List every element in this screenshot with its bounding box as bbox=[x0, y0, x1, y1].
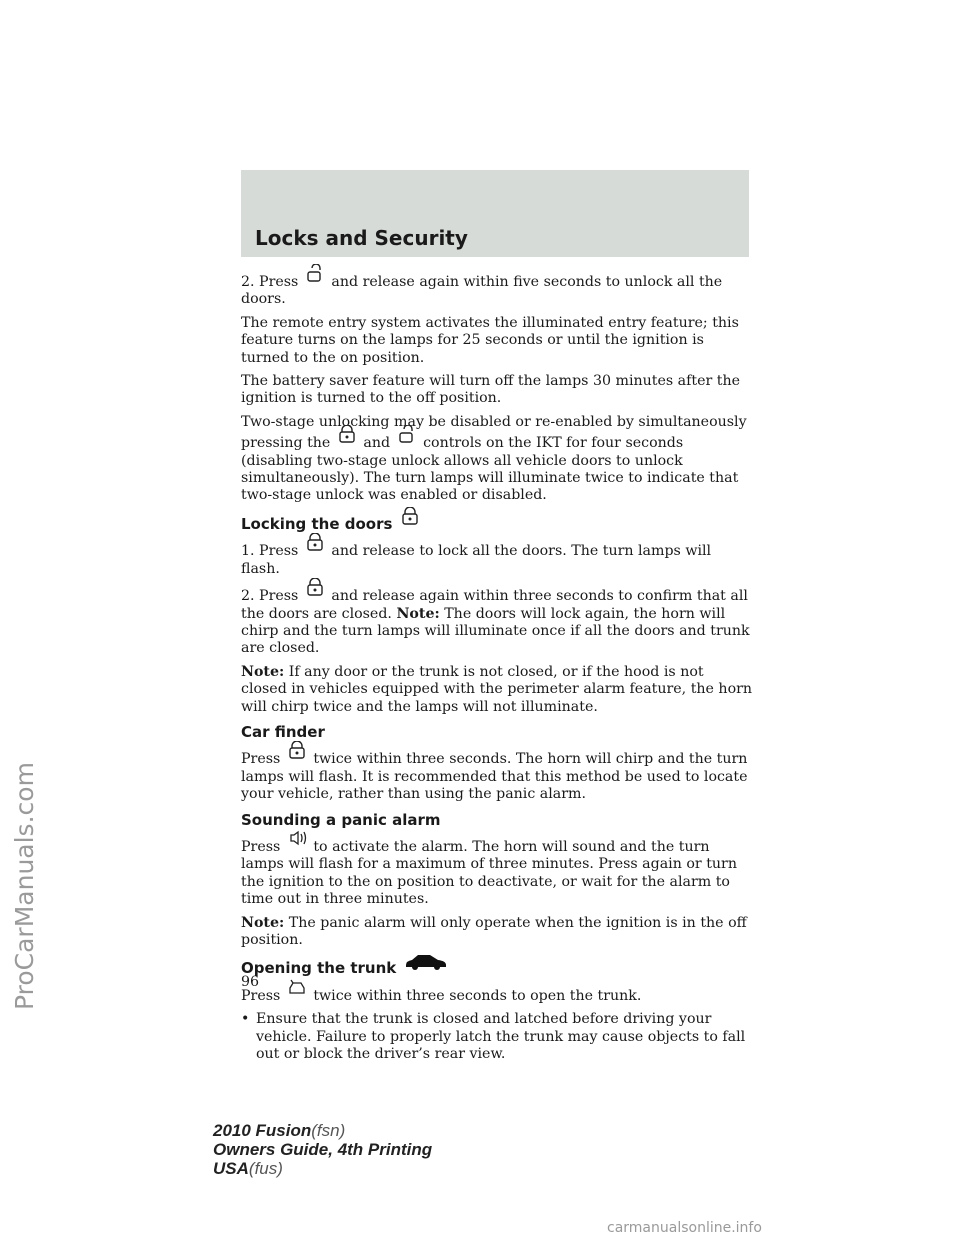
note-label: Note: bbox=[396, 605, 440, 622]
footer-region-code: (fus) bbox=[248, 1159, 283, 1178]
note-label: Note: bbox=[241, 914, 285, 931]
text: The doors will lock again, the horn will chirp and the turn lamps will illuminate once if all the doors and trunk are closed. bbox=[241, 605, 750, 657]
watermark: ProCarManuals.com bbox=[10, 762, 39, 1010]
text: controls on the IKT for four seconds (disabling two-stage unlock allows all vehicle doors to unlock simultaneously). The turn lamps will illuminate twice to indicate that two-stage unlock was enabled or disabled. bbox=[241, 435, 739, 504]
paragraph-car-finder bbox=[241, 747, 753, 803]
text: Press bbox=[241, 987, 281, 1004]
site-watermark: carmanualsonline.info bbox=[607, 1220, 762, 1236]
paragraph-lock-step1 bbox=[241, 539, 753, 578]
paragraph-battery-saver: The battery saver feature will turn off the lamps 30 minutes after the ignition is turned to the off position. bbox=[241, 373, 741, 407]
trunk-icon bbox=[287, 984, 307, 1002]
text: Two-stage unlocking may be disabled or re-enabled by simultaneously pressing the bbox=[241, 413, 747, 452]
lock-icon bbox=[287, 747, 307, 765]
paragraph-unlock-step2 bbox=[241, 270, 753, 309]
footer-guide: Owners Guide, 4th Printing bbox=[213, 1140, 433, 1159]
footer-region: USA bbox=[213, 1159, 249, 1178]
heading-locking bbox=[241, 513, 753, 533]
footer bbox=[213, 1121, 432, 1178]
unlock-icon bbox=[305, 270, 325, 288]
text: Press bbox=[241, 751, 281, 768]
paragraph-note-perimeter bbox=[241, 664, 753, 716]
text: Press bbox=[241, 838, 281, 855]
paragraph-two-stage bbox=[241, 414, 753, 505]
text: 2. Press bbox=[241, 588, 299, 605]
text: to activate the alarm. The horn will sound and the turn lamps will flash for a maximum of three minutes. Press again or turn the ignition to the on position to deactivate, or wait for the alarm to time out in three minutes. bbox=[241, 838, 737, 908]
text: and release to lock all the doors. The turn lamps will flash. bbox=[241, 543, 712, 577]
bullet-text: Ensure that the trunk is closed and latched before driving your vehicle. Failure to properly latch the trunk may cause objects to fall out or block the driver’s rear view. bbox=[256, 1011, 746, 1063]
heading-panic-alarm: Sounding a panic alarm bbox=[241, 810, 441, 829]
text: twice within three seconds to open the trunk. bbox=[313, 987, 642, 1004]
text: 2. Press bbox=[241, 274, 299, 290]
paragraph-note-panic bbox=[241, 915, 753, 950]
footer-model: 2010 Fusion bbox=[213, 1121, 312, 1140]
text: Opening the trunk bbox=[241, 959, 397, 978]
panic-icon bbox=[287, 835, 307, 853]
car-icon bbox=[404, 957, 448, 975]
unlock-icon bbox=[397, 431, 417, 449]
text: If any door or the trunk is not closed, or if the hood is not closed in vehicles equipped with the perimeter alarm feature, the horn will chirp twice and the lamps will not illuminate. bbox=[241, 663, 753, 715]
footer-line-3 bbox=[213, 1159, 432, 1178]
footer-model-code: (fsn) bbox=[311, 1121, 346, 1140]
paragraph-illuminated-entry: The remote entry system activates the illuminated entry feature; this feature turns on the lamps for 25 seconds or until the ignition is turned to the on position. bbox=[241, 314, 739, 366]
text: and release again within five seconds to unlock all the doors. bbox=[241, 274, 723, 308]
page-body bbox=[241, 270, 753, 1063]
section-title: Locks and Security bbox=[255, 226, 468, 250]
text: and release again within three seconds to confirm that all the doors are closed. bbox=[241, 588, 748, 622]
bullet-item bbox=[241, 1011, 753, 1063]
footer-line-1 bbox=[213, 1121, 432, 1140]
heading-car-finder: Car finder bbox=[241, 722, 325, 741]
text: and bbox=[363, 435, 391, 452]
text: twice within three seconds. The horn will chirp and the turn lamps will flash. It is recommended that this method be used to locate your vehicle, rather than using the panic alarm. bbox=[241, 751, 748, 803]
paragraph-panic-alarm bbox=[241, 835, 753, 909]
lock-icon bbox=[305, 539, 325, 557]
text: Locking the doors bbox=[241, 514, 393, 533]
heading-opening-trunk bbox=[241, 957, 753, 977]
lock-icon bbox=[337, 431, 357, 449]
lock-icon bbox=[400, 513, 420, 531]
paragraph-trunk bbox=[241, 984, 753, 1005]
text: 1. Press bbox=[241, 543, 299, 560]
footer-line-2 bbox=[213, 1140, 432, 1159]
bullet-marker: • bbox=[241, 1011, 250, 1028]
note-label: Note: bbox=[241, 663, 285, 680]
page-number: 96 bbox=[241, 974, 260, 990]
text: The panic alarm will only operate when the ignition is in the off position. bbox=[241, 914, 747, 948]
paragraph-lock-step2 bbox=[241, 584, 753, 658]
lock-icon bbox=[305, 584, 325, 602]
